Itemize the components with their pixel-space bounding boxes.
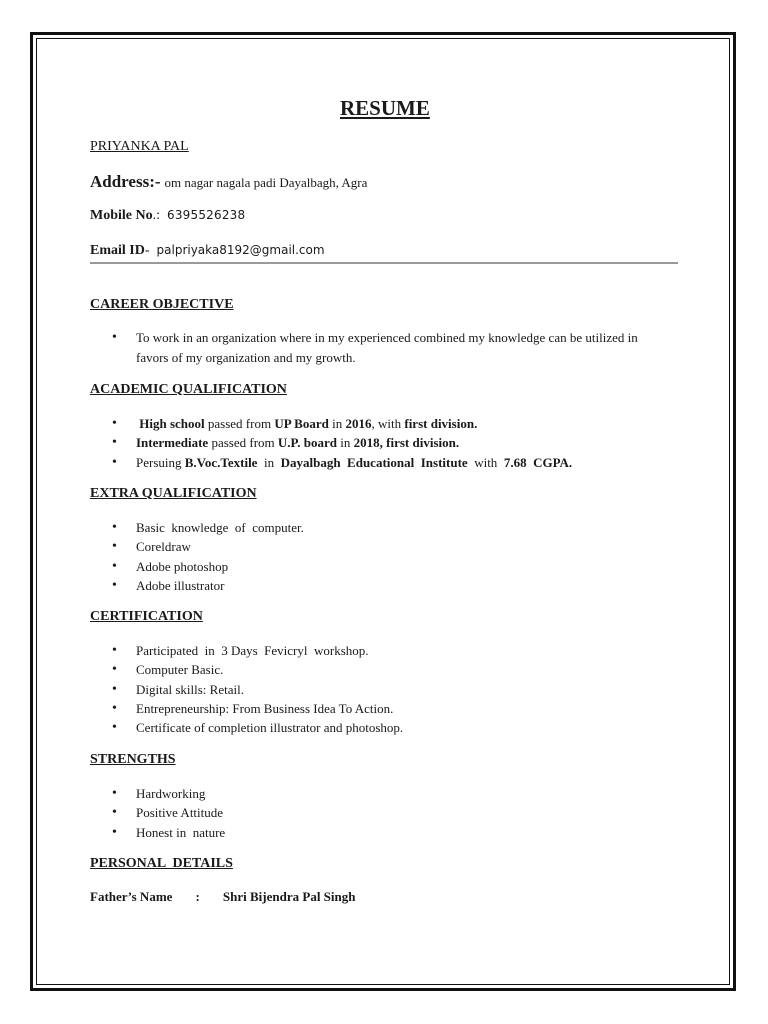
email-value: palpriyaka8192@gmail.com [156,243,325,257]
mobile-label: Mobile No [90,208,153,223]
list-item: • Computer Basic. [90,660,680,679]
strengths-list [90,784,680,842]
father-name-line [90,889,355,905]
certification-list [90,641,680,737]
list-item: • High school passed from UP Board in 2016, with first division. [90,414,680,433]
resume-title: RESUME [340,96,430,120]
mobile-separator: .: [152,208,160,223]
father-name-separator: : [195,889,200,904]
contact-divider [90,262,678,264]
list-item: • Entrepreneurship: From Business Idea To Action. [90,699,680,718]
strengths-heading: STRENGTHS [90,752,176,767]
email-separator: - [144,243,150,258]
address-label: Address:- [90,172,161,191]
career-objective-list [90,328,655,368]
academic-list [90,414,680,472]
list-item: • Adobe photoshop [90,557,680,576]
address-line [90,172,367,192]
father-name-label: Father’s Name [90,889,173,904]
list-item: • Positive Attitude [90,803,680,822]
career-objective-heading: CAREER OBJECTIVE [90,297,234,312]
academic-heading: ACADEMIC QUALIFICATION [90,382,287,397]
list-item: • Digital skills: Retail. [90,680,680,699]
father-name-value: Shri Bijendra Pal Singh [222,889,356,904]
email-label: Email ID [90,243,145,258]
list-item: • Intermediate passed from U.P. board in 2018, first division. [90,433,680,452]
list-item: • Adobe illustrator [90,576,680,595]
mobile-value: 6395526238 [167,208,246,222]
list-item: • Certificate of completion illustrator and photoshop. [90,718,680,737]
list-item: • Persuing B.Voc.Textile in Dayalbagh Educational Institute with 7.68 CGPA. [90,453,680,472]
mobile-line [90,208,245,224]
extra-qualification-heading: EXTRA QUALIFICATION [90,486,257,501]
list-item: • Coreldraw [90,537,680,556]
address-value: om nagar nagala padi Dayalbagh, Agra [164,175,368,190]
list-item: • Basic knowledge of computer. [90,518,680,537]
list-item: • Honest in nature [90,823,680,842]
email-line [90,243,325,259]
extra-qualification-list [90,518,680,595]
candidate-name: PRIYANKA PAL [90,139,189,154]
list-item: • Participated in 3 Days Fevicryl workshop. [90,641,680,660]
list-item: • To work in an organization where in my experienced combined my knowledge can be utilized in favors of my organization and my growth. [90,328,655,368]
list-item: • Hardworking [90,784,680,803]
certification-heading: CERTIFICATION [90,609,203,624]
personal-details-heading: PERSONAL DETAILS [90,856,233,871]
